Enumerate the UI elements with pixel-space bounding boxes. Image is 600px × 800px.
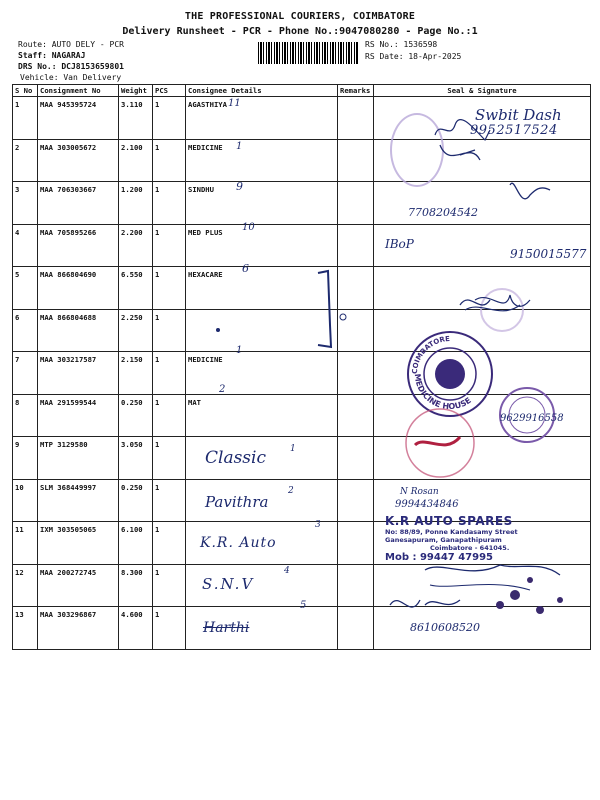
- kr-stamp-addr1: No: 88/89, Ponne Kandasamy Street: [385, 528, 518, 536]
- cell-pcs: 1: [153, 352, 186, 395]
- cell-consignment-no: MAA 866804690: [38, 267, 119, 310]
- hw-snv-num: 4: [284, 566, 290, 576]
- stamp-medicine-house-text: MEDICINE HOUSE: [412, 373, 473, 412]
- drs-number: DRS No.: DCJ8153659801: [18, 62, 124, 71]
- hw-sig-1: Swbit Dash: [475, 106, 562, 124]
- cell-consignment-no: MAA 705895266: [38, 224, 119, 267]
- cell-pcs: 1: [153, 224, 186, 267]
- cell-pcs: 1: [153, 182, 186, 225]
- hw-phone-13: 8610608520: [410, 621, 480, 634]
- hw-harthi: Harthi: [203, 620, 250, 636]
- cell-sno: 12: [13, 564, 38, 607]
- hw-count-1: 11: [228, 98, 241, 109]
- cell-consignment-no: MTP 3129580: [38, 437, 119, 480]
- col-sno-header: S No: [13, 85, 38, 97]
- cell-weight: 2.100: [119, 139, 153, 182]
- hw-count-3: 9: [236, 180, 243, 193]
- hw-snv: S.N.V: [202, 575, 255, 593]
- cell-pcs: 1: [153, 479, 186, 522]
- cell-sno: 8: [13, 394, 38, 437]
- kr-stamp-city: Coimbatore - 641045.: [430, 544, 510, 552]
- hw-harthi-num: 5: [300, 600, 307, 611]
- cell-sno: 7: [13, 352, 38, 395]
- cell-weight: 8.300: [119, 564, 153, 607]
- cell-remarks: [338, 479, 374, 522]
- cell-consignee: MAT: [186, 394, 338, 437]
- cell-pcs: 1: [153, 564, 186, 607]
- cell-remarks: [338, 139, 374, 182]
- cell-sno: 6: [13, 309, 38, 352]
- bracket-mark: [200, 265, 360, 355]
- col-consignment-header: Consignment No: [38, 85, 119, 97]
- hw-phone-10: 9994434846: [395, 499, 459, 510]
- cell-consignment-no: MAA 303005672: [38, 139, 119, 182]
- cell-weight: 6.100: [119, 522, 153, 565]
- cell-sno: 11: [13, 522, 38, 565]
- sheet-title: Delivery Runsheet - PCR - Phone No.:9047080280 - Page No.:1: [122, 26, 478, 37]
- cell-weight: 6.550: [119, 267, 153, 310]
- cell-consignment-no: MAA 706303667: [38, 182, 119, 225]
- cell-sno: 3: [13, 182, 38, 225]
- col-seal-header: Seal & Signature: [374, 85, 591, 97]
- cell-weight: 0.250: [119, 479, 153, 522]
- cell-sno: 4: [13, 224, 38, 267]
- cell-consignment-no: MAA 200272745: [38, 564, 119, 607]
- hw-phone-1: 9952517524: [470, 123, 558, 138]
- cell-remarks: [338, 97, 374, 140]
- cell-consignee: MED PLUS: [186, 224, 338, 267]
- cell-pcs: 1: [153, 267, 186, 310]
- cell-consignment-no: SLM 368449997: [38, 479, 119, 522]
- hw-pavithra: Pavithra: [205, 493, 269, 511]
- staff-label: Staff: NAGARAJ: [18, 51, 86, 60]
- cell-remarks: [338, 352, 374, 395]
- table-header-row: [13, 85, 591, 97]
- hw-kr-auto: K.R. Auto: [200, 535, 277, 551]
- kr-stamp-name: K.R AUTO SPARES: [385, 514, 513, 528]
- cell-consignee: AGASTHIYA: [186, 97, 338, 140]
- kr-stamp-mob: Mob : 99447 47995: [385, 552, 494, 563]
- cell-pcs: 1: [153, 522, 186, 565]
- cell-weight: 3.110: [119, 97, 153, 140]
- hw-kr-num: 3: [315, 520, 321, 530]
- cell-remarks: [338, 182, 374, 225]
- cell-remarks: [338, 607, 374, 650]
- cell-consignment-no: IXM 303505065: [38, 522, 119, 565]
- vehicle-label: Vehicle: Van Delivery: [20, 73, 122, 82]
- hw-classic: Classic: [205, 448, 266, 468]
- cell-consignment-no: MAA 303296867: [38, 607, 119, 650]
- col-consignee-header: Consignee Details: [186, 85, 338, 97]
- cell-weight: 3.050: [119, 437, 153, 480]
- hw-count-8: 2: [219, 384, 226, 395]
- cell-consignee: MEDICINE: [186, 352, 338, 395]
- cell-weight: 1.200: [119, 182, 153, 225]
- hw-classic-num: 1: [290, 444, 296, 454]
- cell-weight: 0.250: [119, 394, 153, 437]
- hw-phone-4: 9150015577: [510, 247, 587, 261]
- cell-sno: 1: [13, 97, 38, 140]
- hw-ibop: IBoP: [385, 237, 414, 251]
- rs-date: RS Date: 18-Apr-2025: [365, 52, 462, 61]
- kr-stamp-addr2: Ganesapuram, Ganapathipuram: [385, 536, 502, 544]
- col-remarks-header: Remarks: [338, 85, 374, 97]
- kr-auto-stamp: [385, 514, 575, 563]
- cell-remarks: [338, 522, 374, 565]
- hw-count-5: 6: [242, 262, 249, 275]
- hw-pavithra-num: 2: [288, 486, 294, 496]
- cell-sno: 2: [13, 139, 38, 182]
- cell-weight: 2.200: [119, 224, 153, 267]
- cell-pcs: 1: [153, 139, 186, 182]
- cell-pcs: 1: [153, 309, 186, 352]
- cell-remarks: [338, 394, 374, 437]
- company-title: THE PROFESSIONAL COURIERS, COIMBATORE: [184, 11, 416, 22]
- cell-consignee: MEDICINE: [186, 139, 338, 182]
- cell-weight: 2.250: [119, 309, 153, 352]
- cell-consignment-no: MAA 945395724: [38, 97, 119, 140]
- cell-remarks: [338, 437, 374, 480]
- cell-sno: 10: [13, 479, 38, 522]
- cell-consignee: HEXACARE: [186, 267, 338, 310]
- cell-pcs: 1: [153, 97, 186, 140]
- cell-sno: 5: [13, 267, 38, 310]
- cell-sno: 9: [13, 437, 38, 480]
- hw-sig-10: N Rosan: [400, 487, 439, 497]
- hw-count-4: 10: [242, 222, 255, 233]
- cell-consignment-no: MAA 303217587: [38, 352, 119, 395]
- cell-weight: 2.150: [119, 352, 153, 395]
- cell-sno: 13: [13, 607, 38, 650]
- hw-count-7: 1: [236, 345, 243, 356]
- cell-weight: 4.600: [119, 607, 153, 650]
- cell-pcs: 1: [153, 437, 186, 480]
- cell-consignment-no: MAA 291599544: [38, 394, 119, 437]
- hw-count-2: 1: [236, 141, 243, 152]
- col-weight-header: Weight: [119, 85, 153, 97]
- cell-remarks: [338, 564, 374, 607]
- cell-remarks: [338, 224, 374, 267]
- rs-number: RS No.: 1536598: [365, 40, 438, 49]
- route-label: Route: AUTO DELY - PCR: [18, 40, 124, 49]
- cell-consignee: SINDHU: [186, 182, 338, 225]
- col-pcs-header: PCS: [153, 85, 186, 97]
- stamp-coimbatore-text: COIMBATORE: [410, 334, 451, 375]
- cell-pcs: 1: [153, 394, 186, 437]
- barcode-image: [258, 42, 358, 64]
- cell-consignment-no: MAA 866804688: [38, 309, 119, 352]
- cell-pcs: 1: [153, 607, 186, 650]
- hw-phone-9: 9629916558: [500, 413, 564, 424]
- hw-phone-3: 7708204542: [408, 206, 478, 219]
